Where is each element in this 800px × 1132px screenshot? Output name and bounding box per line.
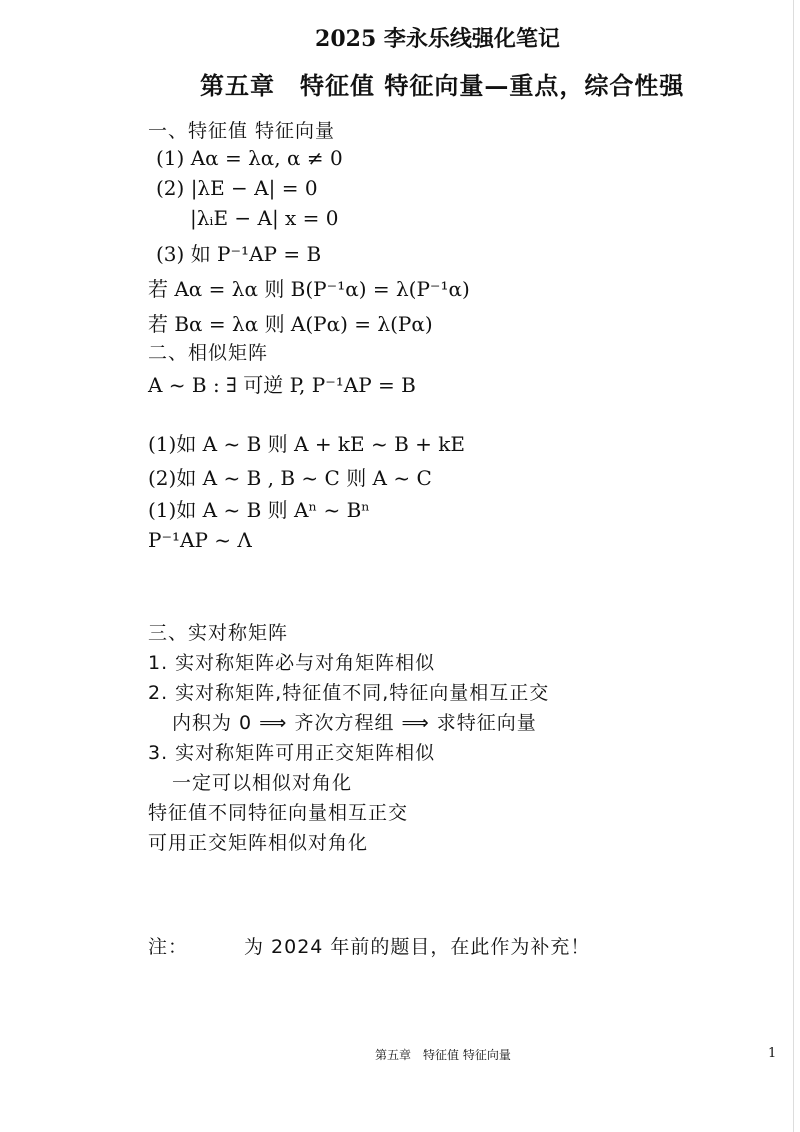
page-number: 1: [768, 1046, 777, 1061]
text-line: 3. 实对称矩阵可用正交矩阵相似: [148, 742, 436, 764]
formula-line: (1) Aα = λα, α ≠ 0: [156, 146, 343, 170]
footer-chapter: 第五章 特征值 特征向量: [375, 1048, 511, 1062]
text-line: 特征值不同特征向量相互正交: [148, 802, 409, 824]
formula-line: (1)如 A ~ B 则 Aⁿ ~ Bⁿ: [148, 498, 370, 522]
section-heading-symmetric: 三、实对称矩阵: [148, 622, 289, 644]
text-line: 1. 实对称矩阵必与对角矩阵相似: [148, 652, 436, 674]
text-line: 2. 实对称矩阵,特征值不同,特征向量相互正交: [148, 682, 550, 704]
note-text: 为 2024 年前的题目，在此作为补充！: [244, 936, 591, 958]
document-title: 2025 李永乐线强化笔记: [315, 26, 560, 52]
section-heading-eigen: 一、特征值 特征向量: [148, 120, 336, 142]
note-label: 注：: [148, 936, 189, 958]
formula-line: 若 Bα = λα 则 A(Pα) = λ(Pα): [148, 312, 433, 336]
chapter-title: 第五章 特征值 特征向量—重点，综合性强: [200, 71, 685, 100]
formula-line: (2)如 A ~ B , B ~ C 则 A ~ C: [148, 466, 432, 490]
formula-line: A ~ B : ∃ 可逆 P, P⁻¹AP = B: [148, 373, 416, 397]
formula-line: 若 Aα = λα 则 B(P⁻¹α) = λ(P⁻¹α): [148, 277, 470, 301]
formula-line: (3) 如 P⁻¹AP = B: [156, 242, 322, 266]
page-edge-divider: [793, 0, 794, 1132]
text-line: 一定可以相似对角化: [172, 772, 353, 794]
text-line: 内积为 0 ⟹ 齐次方程组 ⟹ 求特征向量: [172, 712, 537, 734]
text-line: 可用正交矩阵相似对角化: [148, 832, 369, 854]
section-heading-similar: 二、相似矩阵: [148, 342, 269, 364]
formula-line: P⁻¹AP ~ Λ: [148, 528, 252, 552]
formula-line: (1)如 A ~ B 则 A + kE ~ B + kE: [148, 432, 466, 456]
formula-line: (2) |λE − A| = 0: [156, 176, 318, 200]
formula-line: |λᵢE − A| x = 0: [190, 206, 339, 230]
